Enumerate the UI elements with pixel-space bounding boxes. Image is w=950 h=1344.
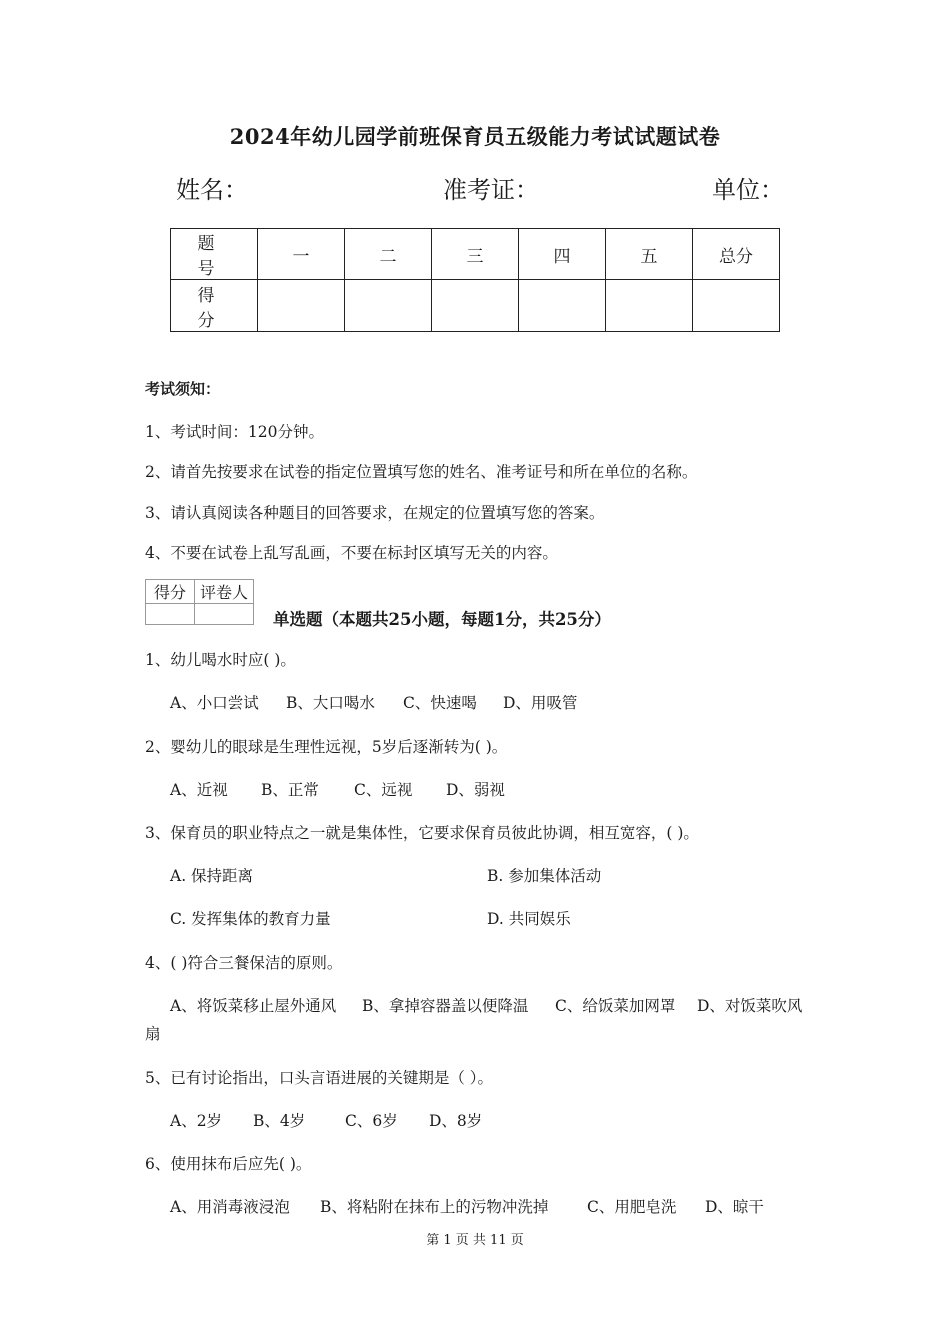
question-text: 3、保育员的职业特点之一就是集体性，它要求保育员彼此协调，相互宽容，( )。 [145, 824, 699, 842]
answer-option[interactable]: D、用吸管 [503, 694, 578, 712]
grader-name-label: 评卷人 [195, 580, 254, 604]
grader-score-label: 得分 [146, 580, 195, 604]
score-table [170, 228, 780, 332]
notice-title: 考试须知： [145, 380, 221, 398]
answer-option[interactable]: A、2岁 [170, 1112, 223, 1130]
name-field-label: 姓名： [176, 176, 248, 204]
answer-option[interactable]: D、弱视 [446, 781, 505, 799]
answer-option[interactable]: C、快速喝 [403, 694, 477, 712]
page-footer: 第 1 页 共 11 页 [426, 1233, 524, 1248]
score-cell[interactable] [606, 280, 693, 332]
answer-option[interactable]: C、用肥皂洗 [587, 1198, 677, 1216]
page-title: 2024年幼儿园学前班保育员五级能力考试试题试卷 [229, 124, 721, 149]
score-table-header: 二 [345, 229, 432, 280]
answer-option[interactable]: A、近视 [170, 781, 228, 799]
answer-option[interactable]: D、对饭菜吹风 [697, 997, 803, 1015]
answer-option[interactable]: A、将饭菜移止屋外通风 [170, 997, 337, 1015]
unit-field-label: 单位： [712, 176, 784, 204]
grader-box [145, 579, 254, 625]
answer-option[interactable]: B、大口喝水 [286, 694, 375, 712]
score-table-header: 一 [258, 229, 345, 280]
answer-option-wrap: 扇 [145, 1025, 161, 1043]
answer-option[interactable]: D、晾干 [705, 1198, 764, 1216]
answer-option[interactable]: B、4岁 [253, 1112, 306, 1130]
notice-item: 1、考试时间：120分钟。 [145, 423, 324, 441]
answer-option[interactable]: C、6岁 [345, 1112, 398, 1130]
answer-option[interactable]: A、用消毒液浸泡 [170, 1198, 290, 1216]
answer-option[interactable]: B、拿掉容器盖以便降温 [362, 997, 529, 1015]
question-text: 6、使用抹布后应先( )。 [145, 1155, 312, 1173]
score-cell[interactable] [432, 280, 519, 332]
notice-item: 3、请认真阅读各种题目的回答要求，在规定的位置填写您的答案。 [145, 504, 605, 522]
score-table-header: 四 [519, 229, 606, 280]
score-cell[interactable] [693, 280, 780, 332]
score-table-header: 题 号 [171, 229, 258, 280]
score-cell[interactable] [519, 280, 606, 332]
answer-option[interactable]: D、8岁 [429, 1112, 483, 1130]
score-table-header: 五 [606, 229, 693, 280]
answer-option[interactable]: B、将粘附在抹布上的污物冲洗掉 [320, 1198, 549, 1216]
answer-option[interactable]: C. 发挥集体的教育力量 [170, 910, 331, 928]
score-row-label: 得 分 [171, 280, 258, 332]
question-text: 4、( )符合三餐保洁的原则。 [145, 954, 343, 972]
score-table-header: 三 [432, 229, 519, 280]
answer-option[interactable]: A. 保持距离 [170, 867, 254, 885]
answer-option[interactable]: B. 参加集体活动 [487, 867, 602, 885]
answer-option[interactable]: C、远视 [354, 781, 413, 799]
score-cell[interactable] [258, 280, 345, 332]
question-text: 1、幼儿喝水时应( )。 [145, 651, 296, 669]
score-table-header: 总分 [693, 229, 780, 280]
section-title: 单选题（本题共25小题，每题1分，共25分） [273, 610, 611, 629]
grader-name-cell[interactable] [195, 604, 254, 625]
question-text: 2、婴幼儿的眼球是生理性远视，5岁后逐渐转为( )。 [145, 738, 508, 756]
answer-option[interactable]: C、给饭菜加网罩 [555, 997, 676, 1015]
notice-item: 4、不要在试卷上乱写乱画，不要在标封区填写无关的内容。 [145, 544, 558, 562]
question-text: 5、已有讨论指出，口头言语进展的关键期是（ ）。 [145, 1069, 494, 1087]
answer-option[interactable]: B、正常 [261, 781, 319, 799]
exam-id-field-label: 准考证： [443, 176, 539, 204]
grader-score-cell[interactable] [146, 604, 195, 625]
answer-option[interactable]: D. 共同娱乐 [487, 910, 571, 928]
notice-item: 2、请首先按要求在试卷的指定位置填写您的姓名、准考证号和所在单位的名称。 [145, 463, 698, 481]
answer-option[interactable]: A、小口尝试 [170, 694, 259, 712]
score-cell[interactable] [345, 280, 432, 332]
